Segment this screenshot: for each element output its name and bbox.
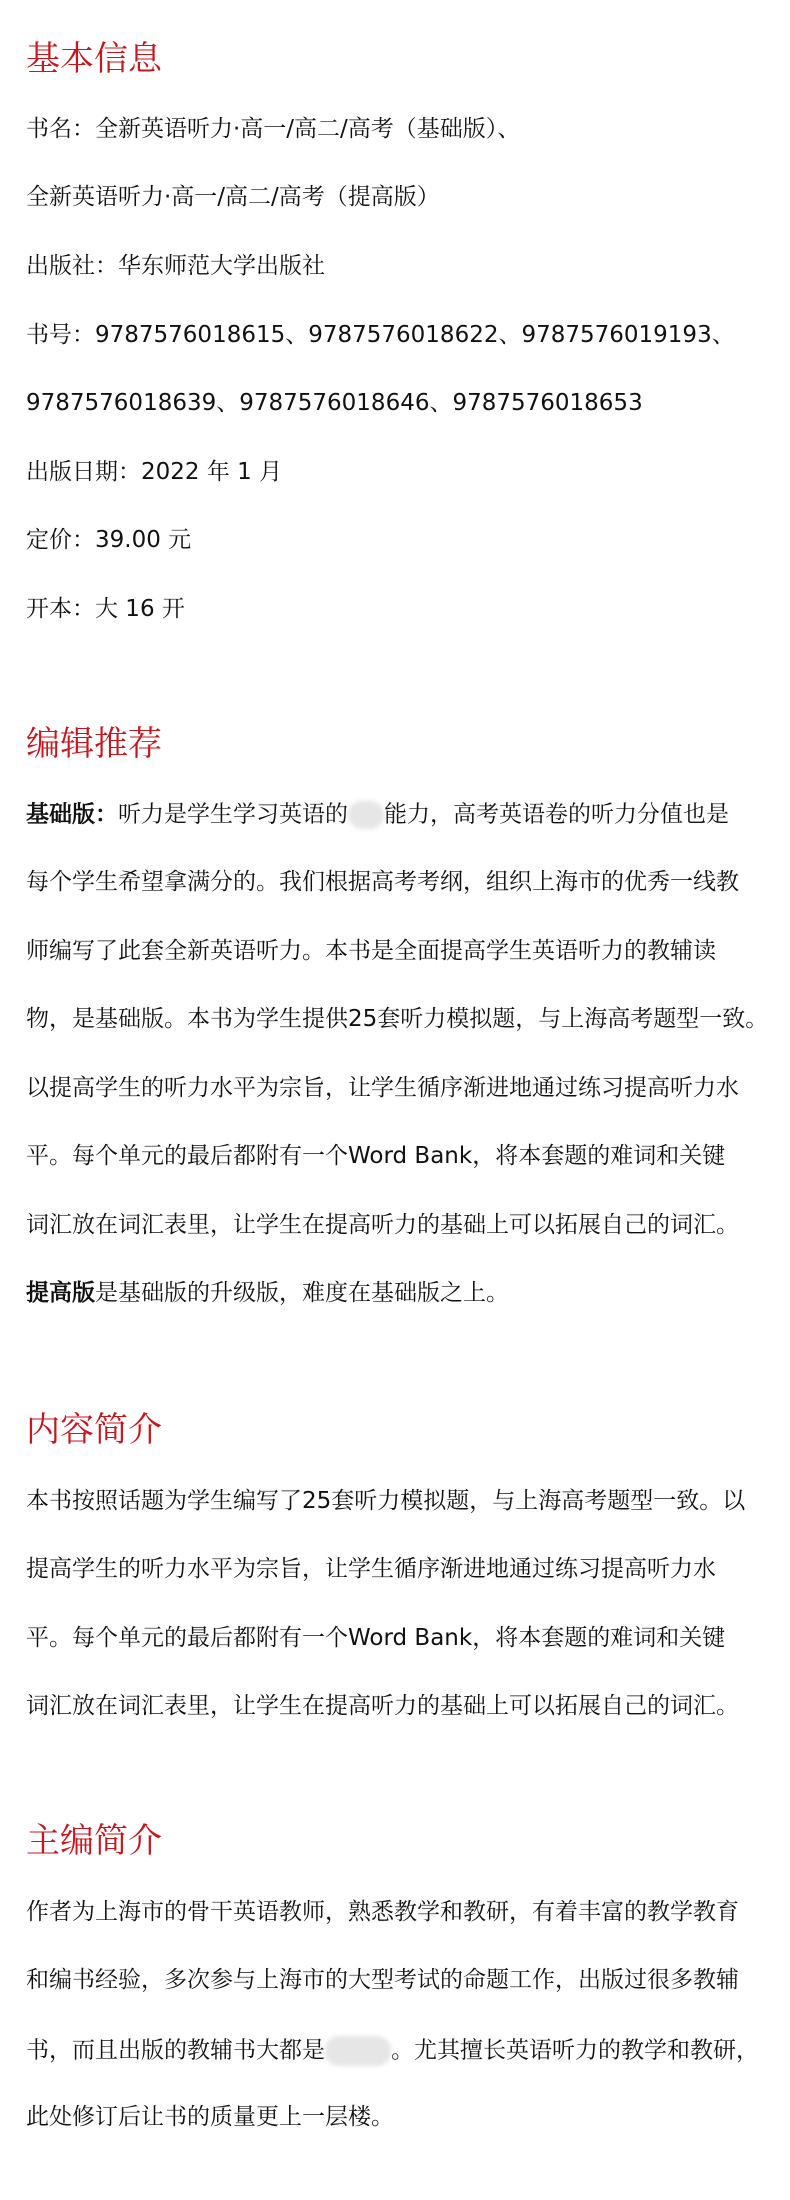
recommend-line-1 (26, 801, 729, 829)
advanced-edition-label: 提高版 (26, 1280, 95, 1306)
editor-line-4: 此处修订后让书的质量更上一层楼。 (26, 2104, 394, 2130)
book-name-line-2: 全新英语听力·高一/高二/高考（提高版） (26, 184, 440, 210)
section-title-content-intro: 内容简介 (26, 1410, 162, 1450)
recommend-line-4: 物，是基础版。本书为学生提供25套听力模拟题，与上海高考题型一致。 (26, 1006, 769, 1032)
recommend-line-2: 每个学生希望拿满分的。我们根据高考考纲，组织上海市的优秀一线教 (26, 869, 739, 895)
editor-line-3 (26, 2036, 759, 2066)
blurred-word (348, 801, 384, 829)
advanced-edition-text: 是基础版的升级版，难度在基础版之上。 (95, 1280, 509, 1306)
recommend-line-1-text-a: 听力是学生学习英语的 (118, 801, 348, 828)
recommend-line-7: 词汇放在词汇表里，让学生在提高听力的基础上可以拓展自己的词汇。 (26, 1212, 739, 1238)
recommend-line-5: 以提高学生的听力水平为宗旨，让学生循序渐进地通过练习提高听力水 (26, 1075, 739, 1101)
isbn-line-2: 9787576018639、9787576018646、9787576018653 (26, 390, 643, 416)
basic-edition-label: 基础版： (26, 801, 118, 828)
pub-date-line: 出版日期：2022 年 1 月 (26, 459, 283, 485)
price-line: 定价：39.00 元 (26, 527, 192, 553)
content-line-2: 提高学生的听力水平为宗旨，让学生循序渐进地通过练习提高听力水 (26, 1556, 716, 1582)
editor-line-3-text-a: 书，而且出版的教辅书大都是 (26, 2037, 325, 2064)
blurred-phrase (325, 2036, 391, 2066)
editor-line-1: 作者为上海市的骨干英语教师，熟悉教学和教研，有着丰富的教学教育 (26, 1899, 739, 1925)
content-line-4: 词汇放在词汇表里，让学生在提高听力的基础上可以拓展自己的词汇。 (26, 1693, 739, 1719)
content-line-3: 平。每个单元的最后都附有一个Word Bank，将本套题的难词和关键 (26, 1625, 726, 1651)
isbn-line-1: 书号：9787576018615、9787576018622、9787576019193、 (26, 322, 735, 348)
content-line-1: 本书按照话题为学生编写了25套听力模拟题，与上海高考题型一致。以 (26, 1488, 746, 1514)
format-line: 开本：大 16 开 (26, 596, 185, 622)
book-name-line-1: 书名：全新英语听力·高一/高二/高考（基础版）、 (26, 116, 521, 142)
recommend-line-6: 平。每个单元的最后都附有一个Word Bank，将本套题的难词和关键 (26, 1143, 726, 1169)
recommend-line-3: 师编写了此套全新英语听力。本书是全面提高学生英语听力的教辅读 (26, 938, 716, 964)
publisher-line: 出版社：华东师范大学出版社 (26, 253, 325, 279)
section-title-editor-intro: 主编简介 (26, 1821, 162, 1861)
editor-line-3-text-b: 。尤其擅长英语听力的教学和教研， (391, 2037, 759, 2064)
recommend-line-1-text-b: 能力，高考英语卷的听力分值也是 (384, 801, 729, 828)
section-title-editor-recommend: 编辑推荐 (26, 724, 162, 764)
recommend-line-8 (26, 1280, 509, 1308)
section-title-basic-info: 基本信息 (26, 39, 162, 79)
editor-line-2: 和编书经验，多次参与上海市的大型考试的命题工作，出版过很多教辅 (26, 1967, 739, 1993)
